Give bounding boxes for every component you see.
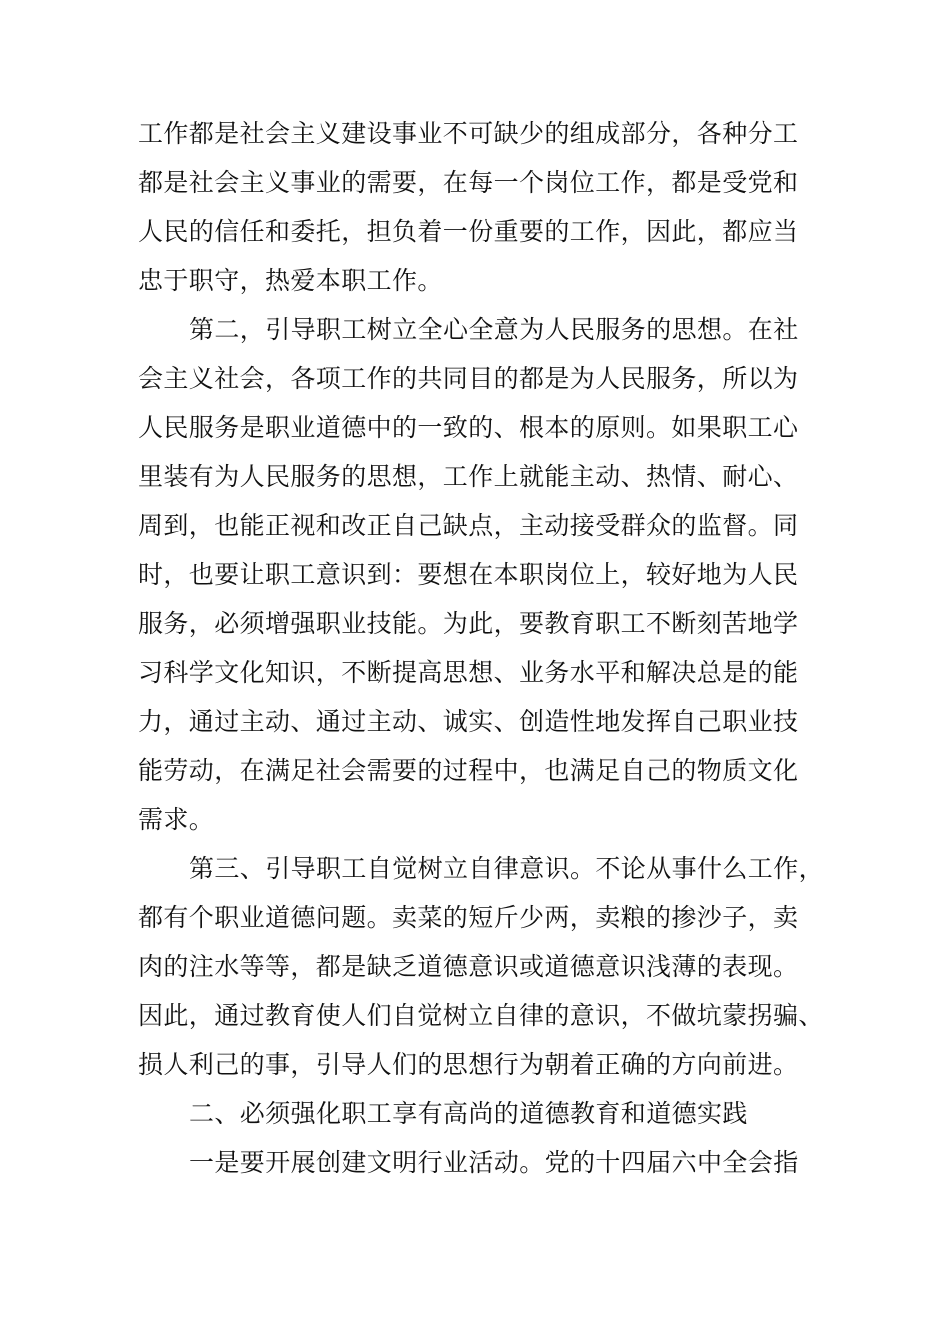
text-line: 习科学文化知识，不断提高思想、业务水平和解决总是的能: [138, 658, 799, 687]
text-line: 会主义社会，各项工作的共同目的都是为人民服务，所以为: [138, 364, 799, 393]
text-line: 忠于职守，热爱本职工作。: [138, 266, 443, 295]
text-line: 第二，引导职工树立全心全意为人民服务的思想。在社: [189, 315, 799, 344]
text-line: 服务，必须增强职业技能。为此，要教育职工不断刻苦地学: [138, 609, 799, 638]
text-line: 都有个职业道德问题。卖菜的短斤少两，卖粮的掺沙子，卖: [138, 903, 799, 932]
text-line: 第三、引导职工自觉树立自律意识。不论从事什么工作，: [189, 854, 825, 883]
text-line: 都是社会主义事业的需要，在每一个岗位工作，都是受党和: [138, 168, 799, 197]
text-line: 力，通过主动、通过主动、诚实、创造性地发挥自己职业技: [138, 707, 799, 736]
text-line: 能劳动，在满足社会需要的过程中，也满足自己的物质文化: [138, 756, 799, 785]
text-line: 损人利己的事，引导人们的思想行为朝着正确的方向前进。: [138, 1050, 799, 1079]
text-line: 工作都是社会主义建设事业不可缺少的组成部分，各种分工: [138, 119, 799, 148]
text-line: 肉的注水等等，都是缺乏道德意识或道德意识浅薄的表现。: [138, 952, 799, 981]
text-line: 因此，通过教育使人们自觉树立自律的意识，不做坑蒙拐骗、: [138, 1001, 824, 1030]
text-line: 需求。: [138, 805, 215, 834]
text-line: 人民服务是职业道德中的一致的、根本的原则。如果职工心: [138, 413, 799, 442]
document-body: [138, 109, 828, 1187]
text-line: 时，也要让职工意识到：要想在本职岗位上，较好地为人民: [138, 560, 799, 589]
text-line: 二、必须强化职工享有高尚的道德教育和道德实践: [189, 1099, 748, 1128]
text-line: 里装有为人民服务的思想，工作上就能主动、热情、耐心、: [138, 462, 799, 491]
text-line: 人民的信任和委托，担负着一份重要的工作，因此，都应当: [138, 217, 799, 246]
text-line: 周到，也能正视和改正自己缺点，主动接受群众的监督。同: [138, 511, 799, 540]
text-line: 一是要开展创建文明行业活动。党的十四届六中全会指: [189, 1148, 799, 1177]
